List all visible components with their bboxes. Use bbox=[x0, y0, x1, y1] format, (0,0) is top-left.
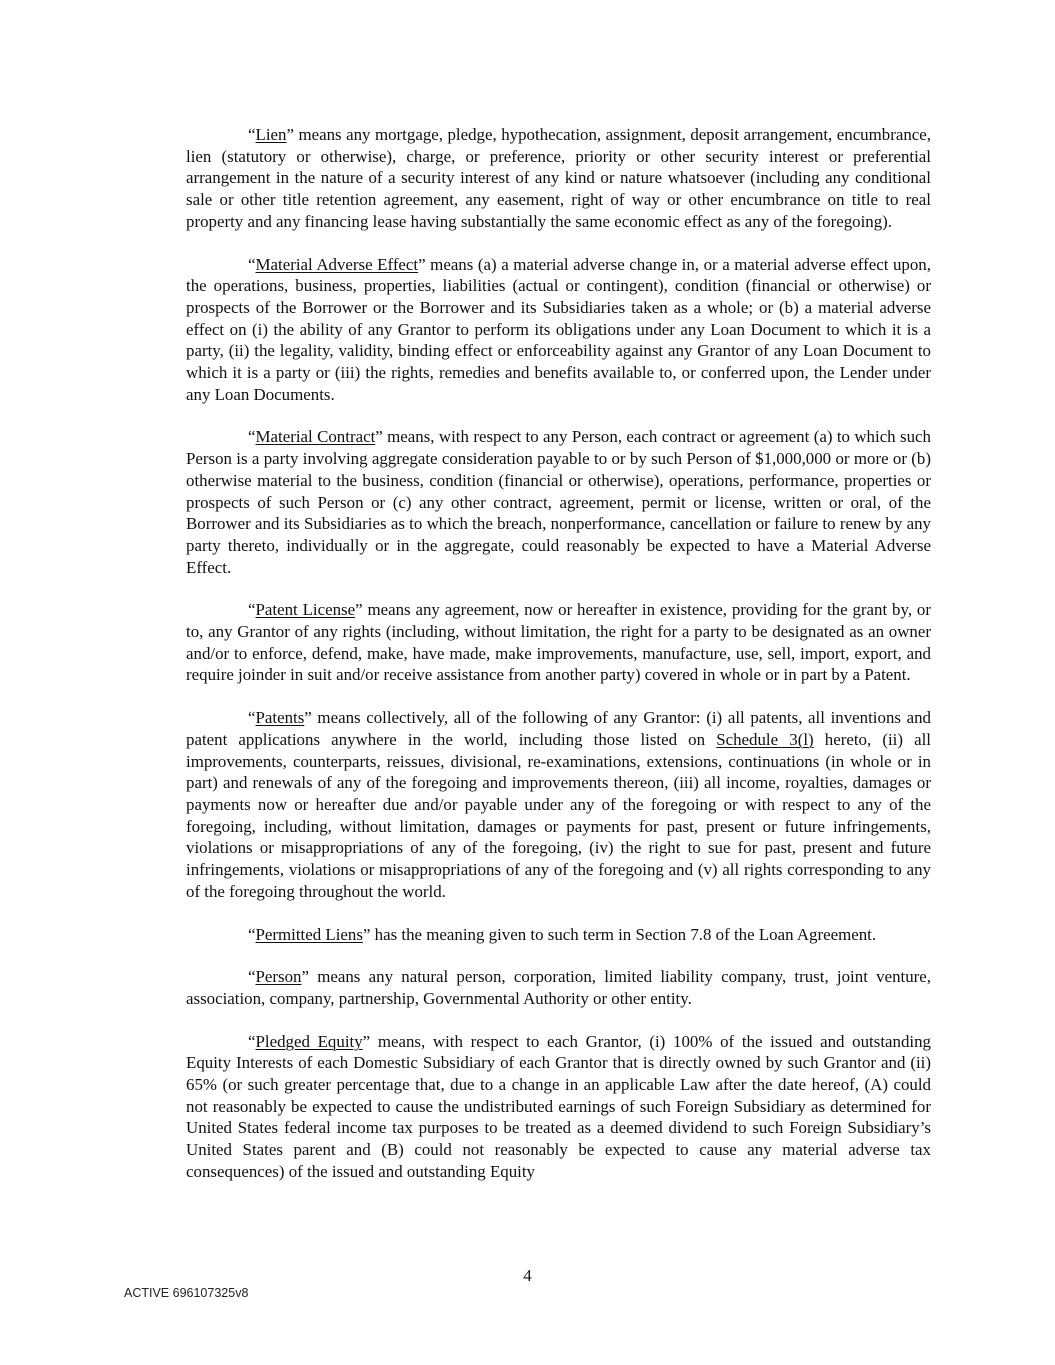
defined-term: Lien bbox=[255, 125, 287, 144]
defined-term: Patent License bbox=[255, 600, 356, 620]
definition-permitted-liens bbox=[186, 924, 931, 946]
defined-term: Permitted Liens bbox=[255, 924, 363, 944]
definition-pledged-equity bbox=[186, 1031, 931, 1183]
definition-text: ” means collectively, all of the following of any Grantor: (i) all patents, all inventions and patent applications anywhere in the world, including those listed on bbox=[186, 708, 931, 749]
open-quote: “ bbox=[248, 427, 256, 447]
definition-patents bbox=[186, 707, 931, 902]
definition-text: ” means any agreement, now or hereafter in existence, providing for the grant by, or to, any Grantor of any rights (including, without limitation, the right for a party to be designated as an owner and/or to enforce, defend, make, have made, make improvements, manufacture, use, sell, import, export, and require joinder in suit and/or receive assistance from another party) covered in whole or in part by a Patent. bbox=[186, 600, 931, 685]
definition-text: ” means any natural person, corporation, limited liability company, trust, joint venture, association, company, partnership, Governmental Authority or other entity. bbox=[186, 967, 931, 1008]
defined-term: Patents bbox=[255, 708, 305, 728]
definition-text: ” means any mortgage, pledge, hypothecation, assignment, deposit arrangement, encumbrance, lien (statutory or otherwise), charge, or preference, priority or other security interest or preferential arrangement in the nature of a security interest of any kind or nature whatsoever (including any conditional sale or other title retention agreement, any easement, right of way or other encumbrance on title to real property and any financing lease having substantially the same economic effect as any of the foregoing). bbox=[186, 125, 931, 231]
definition-lien bbox=[186, 124, 931, 233]
definition-material-contract bbox=[186, 426, 931, 578]
open-quote: “ bbox=[248, 600, 256, 620]
definition-patent-license bbox=[186, 599, 931, 686]
definition-person bbox=[186, 966, 931, 1009]
defined-term: Person bbox=[255, 967, 302, 987]
definitions-section bbox=[186, 124, 931, 1204]
defined-term: Material Adverse Effect bbox=[255, 254, 419, 274]
defined-term: Pledged Equity bbox=[255, 1031, 363, 1051]
defined-term: Material Contract bbox=[255, 427, 376, 447]
open-quote: “ bbox=[248, 924, 256, 944]
open-quote: “ bbox=[248, 708, 256, 728]
schedule-reference: Schedule 3(l) bbox=[716, 729, 814, 749]
open-quote: “ bbox=[248, 967, 256, 987]
definition-text-continued: hereto, (ii) all improvements, counterparts, reissues, divisional, re-examinations, extensions, continuations (in whole or in part) and renewals of any of the foregoing and improvements thereon, (iii) all income, royalties, damages or payments now or hereafter due and/or payable under any of the foregoing or with respect to any of the foregoing, including, without limitation, damages or payments for past, present or future infringements, violations or misappropriations of any of the foregoing, (iv) the right to sue for past, present and future infringements, violations or misappropriations of any of the foregoing and (v) all rights corresponding to any of the foregoing throughout the world. bbox=[186, 729, 931, 901]
definition-text: ” has the meaning given to such term in Section 7.8 of the Loan Agreement. bbox=[362, 924, 877, 944]
open-quote: “ bbox=[248, 1031, 256, 1051]
definition-material-adverse-effect bbox=[186, 254, 931, 406]
definition-text: ” means, with respect to any Person, each contract or agreement (a) to which such Person is a party involving aggregate consideration payable to or by such Person of $1,000,000 or more or (b) otherwise material to the business, condition (financial or otherwise), operations, performance, properties or prospects of such Person or (c) any other contract, agreement, permit or license, written or oral, of the Borrower and its Subsidiaries as to which the breach, nonperformance, cancellation or failure to renew by any party thereto, individually or in the aggregate, could reasonably be expected to have a Material Adverse Effect. bbox=[186, 427, 931, 577]
definition-text: ” means, with respect to each Grantor, (i) 100% of the issued and outstanding Equity Interests of each Domestic Subsidiary of each Grantor that is directly owned by such Grantor and (ii) 65% (or such greater percentage that, due to a change in an applicable Law after the date hereof, (A) could not reasonably be expected to cause the undistributed earnings of such Foreign Subsidiary as determined for United States federal income tax purposes to be treated as a deemed dividend to such Foreign Subsidiary’s United States parent and (B) could not reasonably be expected to cause any material adverse tax consequences) of the issued and outstanding Equity bbox=[186, 1031, 931, 1181]
open-quote: “ bbox=[248, 125, 256, 144]
page-number: 4 bbox=[523, 1266, 532, 1285]
definition-text: ” means (a) a material adverse change in, or a material adverse effect upon, the operations, business, properties, liabilities (actual or contingent), condition (financial or otherwise) or prospects of the Borrower or the Borrower and its Subsidiaries taken as a whole; or (b) a material adverse effect on (i) the ability of any Grantor to perform its obligations under any Loan Document to which it is a party, (ii) the legality, validity, binding effect or enforceability against any Grantor of any Loan Document to which it is a party or (iii) the rights, remedies and benefits available to, or conferred upon, the Lender under any Loan Documents. bbox=[186, 254, 931, 404]
document-id: ACTIVE 696107325v8 bbox=[124, 1286, 249, 1300]
open-quote: “ bbox=[248, 254, 256, 274]
